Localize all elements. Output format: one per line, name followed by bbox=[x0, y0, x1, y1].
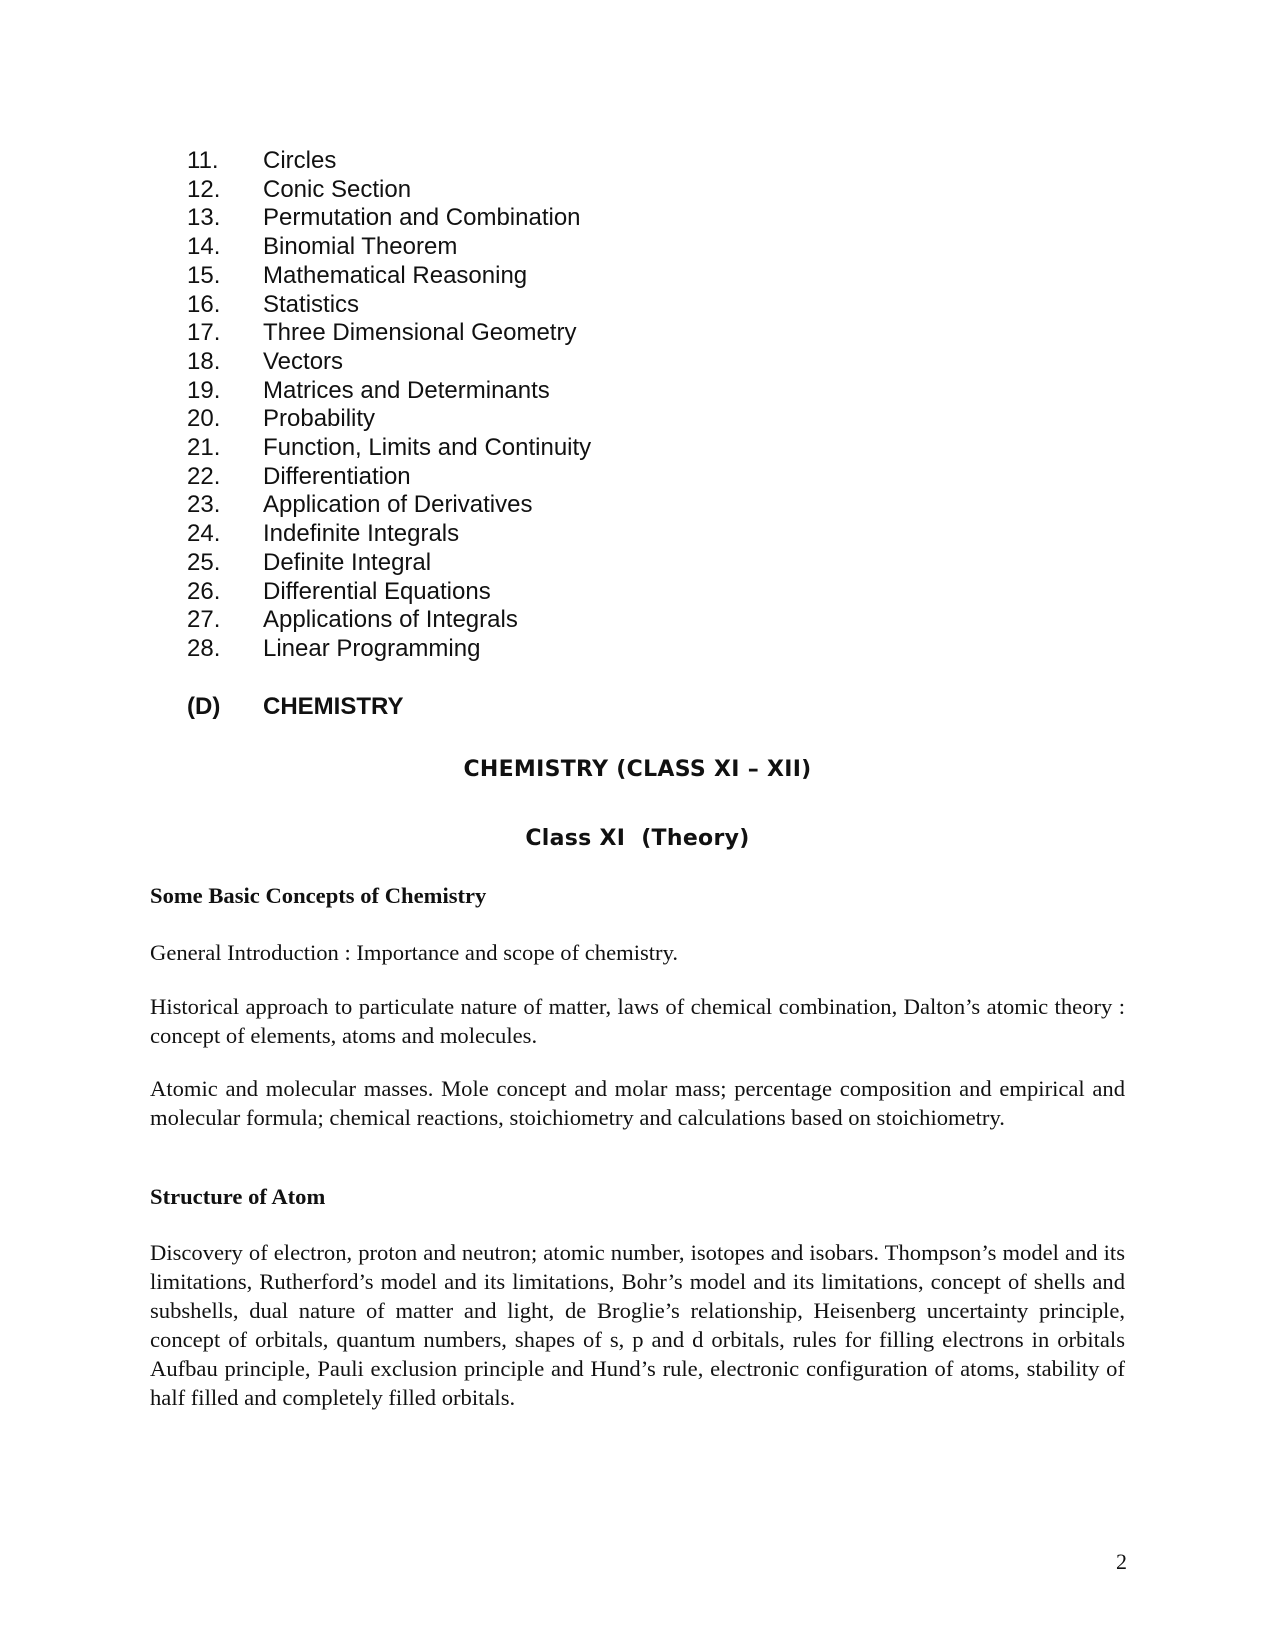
list-item bbox=[187, 319, 591, 348]
item-label: Applications of Integrals bbox=[263, 606, 518, 634]
list-item bbox=[187, 491, 591, 520]
item-label: Differential Equations bbox=[263, 577, 491, 605]
item-label: Function, Limits and Continuity bbox=[263, 434, 592, 462]
item-label: Binomial Theorem bbox=[263, 233, 458, 261]
list-item bbox=[187, 176, 591, 205]
list-item bbox=[187, 549, 591, 578]
item-number: 19. bbox=[187, 376, 221, 404]
item-label: Linear Programming bbox=[263, 634, 481, 662]
list-item bbox=[187, 262, 591, 291]
item-number: 17. bbox=[187, 319, 221, 347]
item-label: Vectors bbox=[263, 347, 344, 375]
list-item bbox=[187, 578, 591, 607]
list-item bbox=[187, 405, 591, 434]
item-label: Probability bbox=[263, 405, 376, 433]
list-item bbox=[187, 348, 591, 377]
course-title: CHEMISTRY (CLASS XI – XII) bbox=[463, 757, 812, 782]
item-number: 24. bbox=[187, 520, 221, 548]
list-item bbox=[187, 204, 591, 233]
section-marker: (D) bbox=[187, 693, 221, 720]
paragraph: Discovery of electron, proton and neutron; atomic number, isotopes and isobars. Thompson’s model and its limitations, Rutherford’s model and its limitations, Bohr’s model and its limitations, concept of shells and subshells, dual nature of matter and light, de Broglie’s relationship, Heisenberg uncertainty principle, concept of orbitals, quantum numbers, shapes of s, p and d orbitals, rules for filling electrons in orbitals Aufbau principle, Pauli exclusion principle and Hund’s rule, electronic configuration of atoms, stability of half filled and completely filled orbitals. bbox=[150, 1240, 1125, 1410]
paragraph: Historical approach to particulate nature of matter, laws of chemical combination, Dalton’s atomic theory : concept of elements, atoms and molecules. bbox=[150, 994, 1125, 1048]
list-item bbox=[187, 291, 591, 320]
item-label: Conic Section bbox=[263, 175, 412, 203]
item-number: 21. bbox=[187, 434, 221, 462]
list-item bbox=[187, 233, 591, 262]
list-item bbox=[187, 463, 591, 492]
list-item bbox=[187, 434, 591, 463]
item-label: Permutation and Combination bbox=[263, 204, 581, 232]
item-number: 23. bbox=[187, 491, 221, 519]
item-number: 15. bbox=[187, 261, 221, 289]
page-number: 2 bbox=[1116, 1549, 1127, 1574]
item-number: 20. bbox=[187, 405, 221, 433]
paragraph: General Introduction : Importance and scope of chemistry. bbox=[150, 940, 679, 965]
section-title: CHEMISTRY bbox=[263, 693, 404, 720]
item-number: 11. bbox=[187, 147, 219, 174]
item-number: 22. bbox=[187, 462, 221, 490]
item-number: 13. bbox=[187, 204, 221, 232]
class-title: Class XI (Theory) bbox=[525, 826, 750, 851]
item-label: Three Dimensional Geometry bbox=[263, 319, 577, 347]
item-label: Differentiation bbox=[263, 462, 411, 490]
item-label: Matrices and Determinants bbox=[263, 376, 550, 404]
section-heading-chemistry bbox=[187, 693, 403, 721]
paragraph: Atomic and molecular masses. Mole concept and molar mass; percentage composition and empirical and molecular formula; chemical reactions, stoichiometry and calculations based on stoichiometry. bbox=[150, 1076, 1125, 1130]
item-number: 26. bbox=[187, 577, 221, 605]
item-number: 27. bbox=[187, 606, 221, 634]
item-label: Application of Derivatives bbox=[263, 491, 533, 519]
item-label: Definite Integral bbox=[263, 548, 432, 576]
list-item bbox=[187, 606, 591, 635]
item-label: Circles bbox=[263, 147, 337, 174]
list-item bbox=[187, 147, 591, 176]
item-number: 16. bbox=[187, 290, 221, 318]
list-item bbox=[187, 520, 591, 549]
unit-heading: Structure of Atom bbox=[150, 1184, 326, 1209]
item-number: 18. bbox=[187, 347, 221, 375]
unit-heading: Some Basic Concepts of Chemistry bbox=[150, 883, 487, 908]
list-item bbox=[187, 635, 591, 664]
item-label: Statistics bbox=[263, 290, 360, 318]
item-label: Indefinite Integrals bbox=[263, 520, 460, 548]
list-item bbox=[187, 377, 591, 406]
item-number: 25. bbox=[187, 548, 221, 576]
topic-list bbox=[187, 147, 591, 664]
item-label: Mathematical Reasoning bbox=[263, 261, 528, 289]
item-number: 12. bbox=[187, 175, 221, 203]
item-number: 28. bbox=[187, 634, 221, 662]
item-number: 14. bbox=[187, 233, 221, 261]
